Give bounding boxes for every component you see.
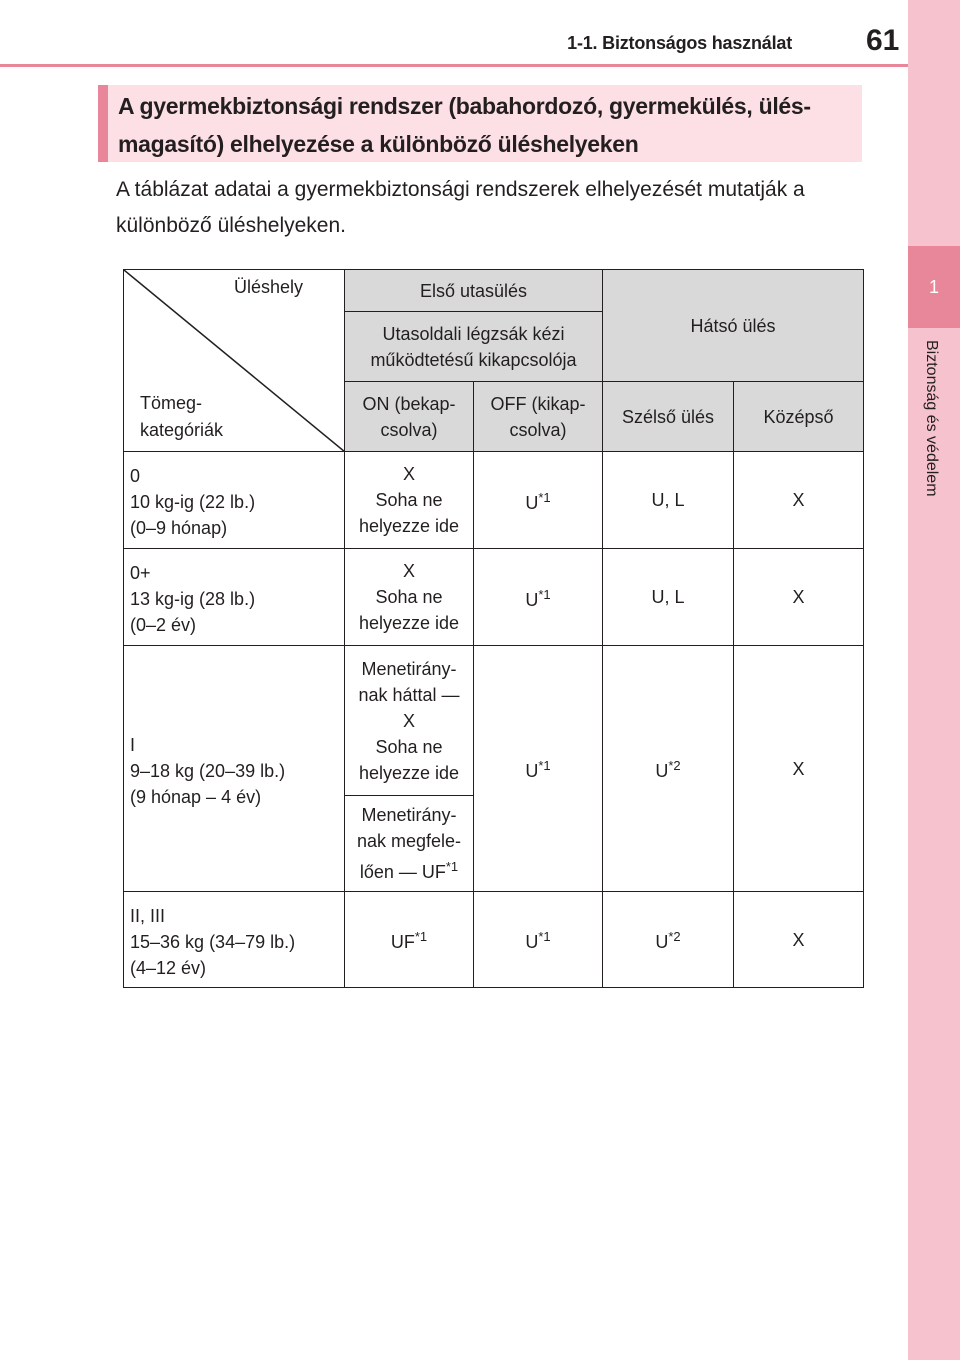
seat-table xyxy=(123,269,864,988)
cell-on: X Soha ne helyezze ide xyxy=(345,549,474,646)
airbag-switch-header: Utasoldali légzsák kézi működtetésű kikapcsolója xyxy=(345,312,603,382)
chapter-tab-number: 1 xyxy=(928,276,939,297)
weight-category: 0 10 kg-ig (22 lb.) (0–9 hónap) xyxy=(124,452,345,549)
cell-off: $U^{*1}$ xyxy=(474,892,603,988)
section-heading: A gyermekbiztonsági rendszer (babahordozó, gyermekülés, ülés-magasító) elhelyezése a különböző üléshelyeken xyxy=(98,85,862,162)
switch-on-header: ON (bekap- csolva) xyxy=(345,382,474,452)
table-corner xyxy=(124,270,345,452)
cell-middle: X xyxy=(734,549,864,646)
cell-middle: X xyxy=(734,452,864,549)
page-number: 61 xyxy=(866,24,900,57)
cell-off: $U^{*1}$ xyxy=(474,549,603,646)
weight-category: I 9–18 kg (20–39 lb.) (9 hónap – 4 év) xyxy=(124,646,345,892)
cell-outer: U, L xyxy=(603,549,734,646)
switch-off-header: OFF (kikap- csolva) xyxy=(474,382,603,452)
cell-on-rear-facing: Menetirány- nak háttal — X Soha ne helyezze ide xyxy=(345,646,474,796)
table-row xyxy=(124,892,864,988)
cell-on: X Soha ne helyezze ide xyxy=(345,452,474,549)
table-row xyxy=(124,452,864,549)
cell-off: $U^{*1}$ xyxy=(474,646,603,892)
weight-category: 0+ 13 kg-ig (28 lb.) (0–2 év) xyxy=(124,549,345,646)
weight-category-label: Tömeg- kategóriák xyxy=(140,393,224,440)
cell-middle: X xyxy=(734,892,864,988)
cell-outer: U, L xyxy=(603,452,734,549)
seat-position-label: Üléshely xyxy=(234,277,304,297)
cell-outer: $U^{*2}$ xyxy=(603,646,734,892)
chapter-title: 1-1. Biztonságos használat xyxy=(567,33,792,53)
rear-seat-header: Hátsó ülés xyxy=(603,270,864,382)
cell-outer: $U^{*2}$ xyxy=(603,892,734,988)
cell-off: $U^{*1}$ xyxy=(474,452,603,549)
cell-on-forward-facing: Menetirány- nak megfele- lően — UF$^{*1}$ xyxy=(345,796,474,892)
chapter-side-label: Biztonság és védelem xyxy=(923,340,940,497)
middle-seat-header: Középső xyxy=(734,382,864,452)
chapter-tab[interactable] xyxy=(908,246,960,328)
table-row xyxy=(124,646,864,796)
cell-middle: X xyxy=(734,646,864,892)
intro-paragraph: A táblázat adatai a gyermekbiztonsági rendszerek elhelyezését mutatják a különböző üléshelyeken. xyxy=(116,178,805,237)
table-row xyxy=(124,549,864,646)
cell-on: UF$^{*1}$ xyxy=(345,892,474,988)
front-seat-header: Első utasülés xyxy=(345,270,603,312)
side-strip xyxy=(908,0,960,1360)
weight-category: II, III 15–36 kg (34–79 lb.) (4–12 év) xyxy=(124,892,345,988)
outer-seat-header: Szélső ülés xyxy=(603,382,734,452)
header-rule xyxy=(0,64,908,67)
